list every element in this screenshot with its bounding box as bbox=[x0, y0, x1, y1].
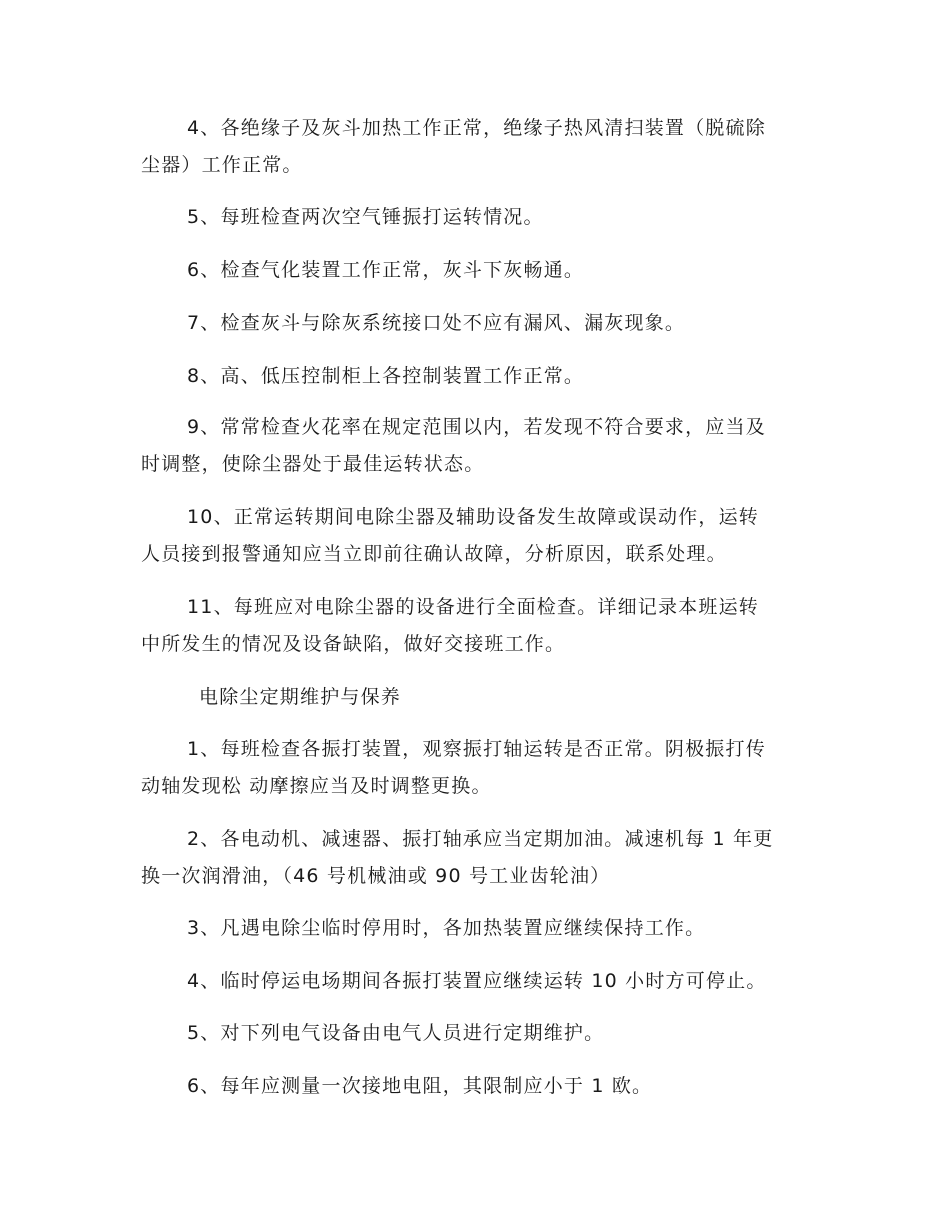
paragraph-line: 人员接到报警通知应当立即前往确认故障，分析原因，联系处理。 bbox=[141, 543, 727, 565]
paragraph-line: 2、各电动机、减速器、振打轴承应当定期加油。减速机每 1 年更 bbox=[187, 828, 774, 850]
paragraph-fault-handling bbox=[141, 499, 813, 573]
paragraph-line: 7、检查灰斗与除灰系统接口处不应有漏风、漏灰现象。 bbox=[187, 312, 686, 334]
paragraph-line: 换一次润滑油，（46 号机械油或 90 号工业齿轮油） bbox=[141, 865, 611, 887]
paragraph-electrical-maintenance bbox=[141, 1015, 813, 1052]
paragraph-control-cabinet-check bbox=[141, 358, 813, 395]
paragraph-rapping-device-check bbox=[141, 731, 813, 805]
paragraph-line: 动轴发现松 动摩擦应当及时调整更换。 bbox=[141, 775, 492, 797]
paragraph-temporary-shutdown-heating bbox=[141, 910, 813, 947]
paragraph-line: 8、高、低压控制柜上各控制装置工作正常。 bbox=[187, 365, 585, 387]
paragraph-line: 3、凡遇电除尘临时停用时，各加热装置应继续保持工作。 bbox=[187, 917, 706, 939]
paragraph-line: 11、每班应对电除尘器的设备进行全面检查。详细记录本班运转 bbox=[187, 596, 759, 618]
paragraph-line: 10、正常运转期间电除尘器及辅助设备发生故障或误动作，运转 bbox=[187, 506, 759, 528]
paragraph-air-hammer-check bbox=[141, 199, 813, 236]
paragraph-insulator-heating bbox=[141, 110, 813, 184]
paragraph-hopper-interface-check bbox=[141, 305, 813, 342]
paragraph-line: 9、常常检查火花率在规定范围以内，若发现不符合要求，应当及 bbox=[187, 416, 766, 438]
paragraph-line: 1、每班检查各振打装置，观察振打轴运转是否正常。阴极振打传 bbox=[187, 738, 766, 760]
section-heading-text: 电除尘定期维护与保养 bbox=[199, 686, 402, 708]
paragraph-spark-rate-check bbox=[141, 409, 813, 483]
paragraph-line: 6、检查气化装置工作正常，灰斗下灰畅通。 bbox=[187, 259, 585, 281]
section-heading-maintenance bbox=[141, 679, 813, 716]
paragraph-line: 中所发生的情况及设备缺陷，做好交接班工作。 bbox=[141, 633, 566, 655]
paragraph-grounding-resistance bbox=[141, 1068, 813, 1105]
paragraph-lubrication bbox=[141, 821, 813, 895]
paragraph-gasification-check bbox=[141, 252, 813, 289]
paragraph-line: 4、临时停运电场期间各振打装置应继续运转 10 小时方可停止。 bbox=[187, 970, 767, 992]
paragraph-line: 5、每班检查两次空气锤振打运转情况。 bbox=[187, 206, 544, 228]
paragraph-full-inspection bbox=[141, 589, 813, 663]
paragraph-line: 5、对下列电气设备由电气人员进行定期维护。 bbox=[187, 1022, 605, 1044]
paragraph-temporary-shutdown-rapping bbox=[141, 963, 813, 1000]
paragraph-line: 6、每年应测量一次接地电阻，其限制应小于 1 欧。 bbox=[187, 1075, 653, 1097]
paragraph-line: 时调整，使除尘器处于最佳运转状态。 bbox=[141, 453, 485, 475]
paragraph-line: 尘器）工作正常。 bbox=[141, 154, 303, 176]
paragraph-line: 4、各绝缘子及灰斗加热工作正常，绝缘子热风清扫装置（脱硫除 bbox=[187, 117, 766, 139]
